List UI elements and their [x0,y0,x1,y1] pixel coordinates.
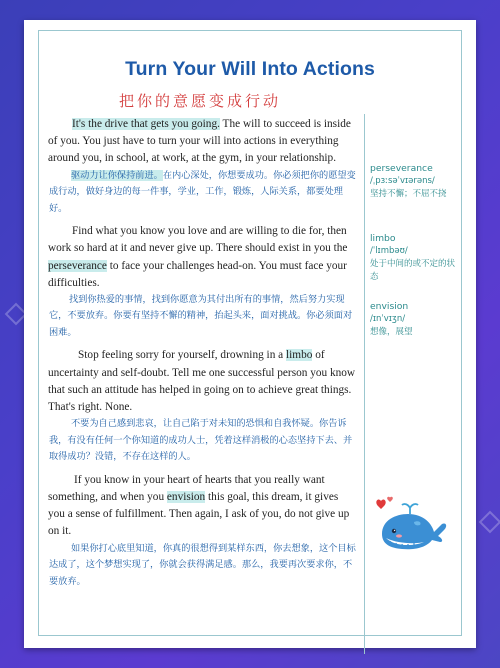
paragraph-text: If you know in your heart of hearts that you really want something, and when you [48,473,325,503]
paragraph-text: 在内心深处，你想要成功。你必须把你的愿望变成行动，做好身边的每一件事，学业，工作，锻炼，人际关系，都要处理好。 [49,169,356,214]
heart-icon [387,497,393,502]
vocab-word: perseverance [370,163,433,174]
vocab-highlight: envision [166,490,206,503]
paragraph-chinese: 如果你打心底里知道，你真的很想得到某样东西，你去想象，这个目标达成了，这个梦想实现了，你就会获得满足感。那么，我要再次要求你，不要放弃。 [49,542,356,587]
page-subtitle: 把你的意愿变成行动 [118,92,281,110]
vocab-phonetic: /ˌpɜːsəˈvɪərəns/ [370,176,435,186]
vocab-item [370,232,460,284]
vocab-meaning: 坚持不懈；不屈不挠 [370,189,447,199]
paragraph-english [48,347,358,416]
decor-diamond [479,511,500,534]
paragraph-text: Find what you know you love and are willing to die for, then work so hard at it and never give up. There should exist in you the [48,225,348,255]
highlighted-sentence: It's the drive that gets you going. [72,118,220,130]
vocab-word: envision [370,301,409,312]
vocab-highlight: perseverance [48,259,107,272]
paragraph-text: Stop feeling sorry for yourself, drowning in a [78,349,287,362]
paragraph-english [48,472,358,541]
vocab-phonetic: /ˈlɪmbəʊ/ [370,246,408,256]
vocab-meaning: 想像，展望 [370,327,413,337]
paragraph-text: to face your challenges head-on. You must face your difficulties. [48,259,347,289]
paragraph-text: The will to succeed is inside of you. You just have to turn your will into actions in everything around you, in school, at work, at the gym, in your relationship. [48,118,351,165]
vocab-word: limbo [370,233,396,244]
column-divider [364,114,365,654]
page-title: Turn Your Will Into Actions [125,58,375,80]
vocab-item [370,162,460,201]
whale-illustration [372,494,450,556]
paragraph-text: this goal, this dream, it gives you a sense of fulfillment. Then again, I ask of you, do not give up on it. [48,490,350,538]
paragraph-text: of uncertainty and self-doubt. Tell me one successful person you know that such an attitude has helped in going on to achieve great things. That's right. None. [48,349,356,414]
paragraph-chinese: 找到你热爱的事情，找到你愿意为其付出所有的事情，然后努力实现它，不要放弃。你要有坚持不懈的精神，抬起头来，面对挑战。你必须面对困难。 [49,293,353,338]
whale-spout [402,504,418,514]
vocab-phonetic: /ɪnˈvɪʒn/ [370,314,406,324]
vocab-meaning: 处于中间的或不定的状态 [370,259,456,282]
paragraph-chinese [48,168,358,218]
vocab-highlight: limbo [286,349,313,362]
highlighted-sentence: 驱动力让你保持前进。 [71,169,163,181]
whale-cheek [396,534,402,537]
heart-icon [376,500,385,509]
vocab-item [370,300,460,339]
paragraph-chinese: 不要为自己感到悲哀，让自己陷于对未知的恐惧和自我怀疑。你告诉我，有没有任何一个你知道的成功人士，凭着这样消极的心态坚持下去、并取得成功？没错，不存在这样的人。 [49,418,353,463]
article-body [48,116,358,596]
paragraph-english [48,116,358,168]
whale-eye [392,529,396,533]
paragraph-english [48,223,358,292]
article-card [24,20,476,648]
